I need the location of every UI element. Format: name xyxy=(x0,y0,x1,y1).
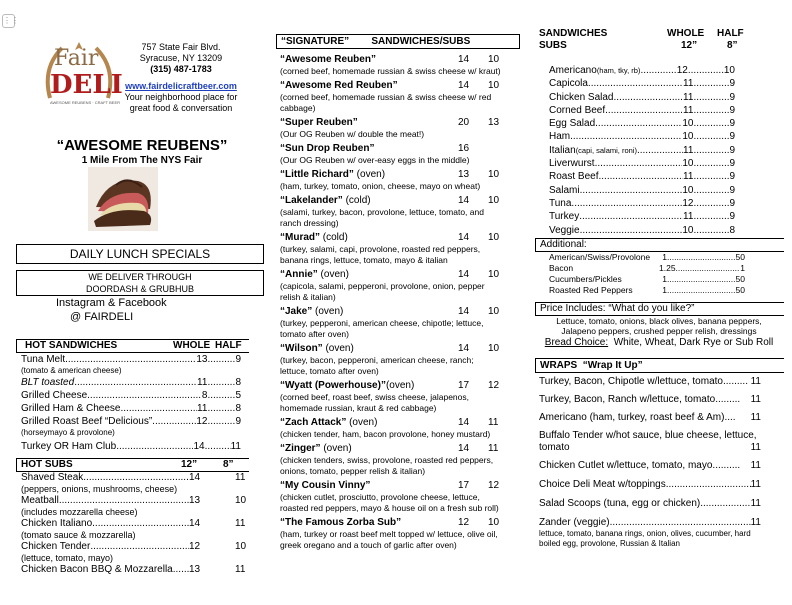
signature-item: “Awesome Red Reuben” 14 10 (corned beef, homemade russian & swiss cheese w/ red cabbage) xyxy=(280,80,500,113)
list-item: Chicken Salad ..... 11 ..... 9 xyxy=(549,91,735,104)
list-item: Grilled Cheese ..... 8 ..... 5 xyxy=(21,389,241,402)
price-includes-body xyxy=(535,316,783,349)
signature-header: “SIGNATURE” SANDWICHES/SUBS xyxy=(276,34,520,49)
website-link[interactable]: www.fairdelicraftbeer.com xyxy=(125,81,237,91)
delivery-line2: DOORDASH & GRUBHUB xyxy=(85,284,194,294)
fair-deli-logo xyxy=(40,38,123,112)
list-item: Veggie ..... 10 ..... 8 xyxy=(549,224,735,237)
list-item: Corned Beef ..... 11 ..... 9 xyxy=(549,104,735,117)
list-item: Grilled Ham & Cheese ..... 11 ..... 8 xyxy=(21,402,241,415)
list-item: Chicken Tender ..... 12 10 (lettuce, tomato, mayo) xyxy=(21,540,247,563)
list-item: Zander (veggie) ..... 11 xyxy=(539,516,761,529)
signature-item: “Annie” (oven) 14 10 (capicola, salami, pepperoni, provolone, onion, pepper relish & italian) xyxy=(280,269,500,302)
list-item: Turkey, Bacon, Chipotle w/lettuce, tomato......... 11 xyxy=(539,376,761,387)
social-handle: @ FAIRDELI xyxy=(70,311,134,323)
list-item: Capicola ..... 11 ..... 9 xyxy=(549,77,735,90)
signature-item: “Wyatt (Powerhouse)” (oven) 17 12 (corned beef, roast beef, swiss cheese, jalapenos, homemade russian, kraut & red cabbage) xyxy=(280,380,500,413)
signature-item: “Jake” (oven) 14 10 (turkey, pepperoni, american cheese, chipotle; lettuce, tomato after oven) xyxy=(280,306,500,339)
cold-title2: SUBS xyxy=(539,40,567,51)
signature-item: “Murad” (cold) 14 10 (turkey, salami, capi, provolone, roasted red peppers, banana rings, lettuce, tomato, mayo & italian xyxy=(280,232,500,265)
signature-item: “The Famous Zorba Sub” 12 10 (ham, turkey or roast beef melt topped w/ lettuce, olive oil, greek oregano and a touch of garlic after oven) xyxy=(280,517,500,550)
signature-item: “Wilson” (oven) 14 10 (turkey, bacon, pepperoni, american cheese, ranch; lettuce, tomato after oven) xyxy=(280,343,500,376)
list-item: Shaved Steak ..... 14 11 (peppers, onions, mushrooms, cheese) xyxy=(21,471,247,494)
cold-8: 8” xyxy=(727,40,738,51)
list-item: BLT toasted ..... 11 ..... 8 xyxy=(21,376,241,389)
reuben-photo xyxy=(88,167,158,231)
list-item: Liverwurst ..... 10 ..... 9 xyxy=(549,157,735,170)
hot-subs-list xyxy=(21,471,247,576)
list-item: Bacon 1.25 ..... 1 xyxy=(549,263,745,274)
delivery-line1: WE DELIVER THROUGH xyxy=(88,272,192,282)
list-item: Chicken Bacon BBQ & Mozzarella ..... 13 11 xyxy=(21,563,247,576)
list-item: Americano (ham, tky, rb) ..... 12 ..... 10 xyxy=(549,64,735,77)
list-item: Turkey, Bacon, Ranch w/lettuce, tomato......... 11 xyxy=(539,394,761,405)
signature-item: “Lakelander” (cold) 14 10 (salami, turkey, bacon, provolone, lettuce, tomato, and ranch dressing) xyxy=(280,195,500,228)
city: Syracuse, NY 13209 xyxy=(139,53,223,63)
signature-item: “Zach Attack” (oven) 14 11 (chicken tender, ham, bacon provolone, honey mustard) xyxy=(280,417,499,439)
bread-choice-options: White, Wheat, Dark Rye or Sub Roll xyxy=(608,337,774,348)
list-item: Roasted Red Peppers 1 ..... .50 xyxy=(549,285,745,296)
signature-item: “Zinger” (oven) 14 11 (chicken tenders, swiss, provolone, roasted red peppers, onions, tomato, pepper relish & italian) xyxy=(280,443,499,476)
list-item: Chicken Cutlet w/lettuce, tomato, mayo.......... 11 xyxy=(539,460,761,471)
bread-choice-label: Bread Choice: xyxy=(544,337,609,348)
wraps-list xyxy=(539,376,761,549)
price-includes-line1: Lettuce, tomato, onions, black olives, banana peppers, xyxy=(556,316,762,326)
list-item: Tuna ..... 12 ..... 9 xyxy=(549,197,735,210)
list-item: American/Swiss/Provolone 1 ..... .50 xyxy=(549,252,745,263)
additional-list xyxy=(549,252,745,296)
social-line1: Instagram & Facebook xyxy=(56,297,167,309)
logo-small-text: AWESOME REUBENS · CRAFT BEER xyxy=(50,100,121,105)
zander-desc: lettuce, tomato, banana rings, onion, olives, cucumber, hard boiled egg, provolone, Russian & Italian xyxy=(539,529,751,548)
list-item: Choice Deli Meat w/toppings ..... 11 xyxy=(539,478,761,491)
hot-subs-12: 12” xyxy=(181,459,198,470)
tagline: Your neighborhood place for great food & conversation xyxy=(124,92,238,113)
list-item: Salami ..... 10 ..... 9 xyxy=(549,184,735,197)
address-block xyxy=(122,42,240,114)
logo-fair-text: Fair xyxy=(54,46,99,71)
price-includes-line2: Jalapeno peppers, crushed pepper relish, dressings xyxy=(561,326,757,336)
daily-lunch-specials: DAILY LUNCH SPECIALS xyxy=(16,244,264,264)
additional-header: Additional: xyxy=(535,238,784,252)
cold-list xyxy=(549,64,735,237)
hot-subs-header xyxy=(16,458,249,472)
hot-subs-8: 8” xyxy=(223,459,234,470)
hot-subs-title: HOT SUBS xyxy=(21,459,73,470)
cold-whole: WHOLE xyxy=(667,28,705,39)
list-item: Chicken Italiano ..... 14 11 (tomato sauce & mozzarella) xyxy=(21,517,247,540)
list-item: Turkey OR Ham Club ..... 14 ..... 11 xyxy=(21,440,241,453)
signature-item: “Little Richard” (oven) 13 10 (ham, turkey, tomato, onion, cheese, mayo on wheat) xyxy=(280,169,500,191)
phone: (315) 487-1783 xyxy=(150,64,212,74)
address: 757 State Fair Blvd. xyxy=(141,42,221,52)
list-item: Salad Scoops (tuna, egg or chicken) ..... 11 xyxy=(539,497,761,510)
reubens-subtitle: 1 Mile From The NYS Fair xyxy=(81,155,203,166)
reubens-title: “AWESOME REUBENS” xyxy=(56,137,228,154)
list-item: Roast Beef ..... 11 ..... 9 xyxy=(549,170,735,183)
signature-list xyxy=(280,54,502,554)
price-includes-header: Price Includes: “What do you like?” xyxy=(535,302,784,316)
signature-item: “Awesome Reuben” 14 10 (corned beef, homemade russian & swiss cheese w/ kraut) xyxy=(280,54,501,76)
list-item: Americano (ham, turkey, roast beef & Am).... 11 xyxy=(539,412,761,423)
list-item: Turkey ..... 11 ..... 9 xyxy=(549,210,735,223)
list-item: Ham ..... 10 ..... 9 xyxy=(549,130,735,143)
list-item: Cucumbers/Pickles 1 ..... .50 xyxy=(549,274,745,285)
delivery-box xyxy=(16,270,264,296)
hot-sandwiches-half: HALF xyxy=(215,340,242,351)
wraps-header: WRAPS “Wrap It Up” xyxy=(535,358,784,373)
cold-half: HALF xyxy=(717,28,744,39)
list-item: Italian (capi, salami, roni) ..... 11 ..... 9 xyxy=(549,144,735,157)
bread-choice xyxy=(535,336,783,349)
list-item: Egg Salad ..... 10 ..... 9 xyxy=(549,117,735,130)
signature-item: “Sun Drop Reuben” 16 (Our OG Reuben w/ over-easy eggs in the middle) xyxy=(280,143,470,165)
hot-sandwiches-whole: WHOLE xyxy=(173,340,211,351)
logo-deli-text: DELI xyxy=(50,70,123,100)
list-item: Tuna Melt ..... 13 ..... 9 (tomato & american cheese) xyxy=(21,353,241,376)
cold-12: 12” xyxy=(681,40,698,51)
signature-item: “Super Reuben” 20 13 (Our OG Reuben w/ double the meat!) xyxy=(280,117,500,139)
cold-title1: SANDWICHES xyxy=(539,28,608,39)
hot-sandwiches-list xyxy=(21,353,241,453)
grip-icon: ⋮⋮ xyxy=(2,14,15,28)
signature-item: “My Cousin Vinny” 17 12 (chicken cutlet, prosciutto, provolone cheese, lettuce, roasted red peppers, mayo & house oil on a fresh sub roll) xyxy=(280,480,500,513)
hot-sandwiches-title: HOT SANDWICHES xyxy=(25,340,118,351)
list-item: Buffalo Tender w/hot sauce, blue cheese, lettuce, tomato 11 xyxy=(539,430,761,453)
hot-sandwiches-header xyxy=(16,339,249,353)
social xyxy=(56,296,167,324)
list-item: Meatball ..... 13 10 (includes mozzarella cheese) xyxy=(21,494,247,517)
list-item: Grilled Roast Beef “Delicious” ..... 12 ..... 9 (horseymayo & provolone) xyxy=(21,415,241,438)
